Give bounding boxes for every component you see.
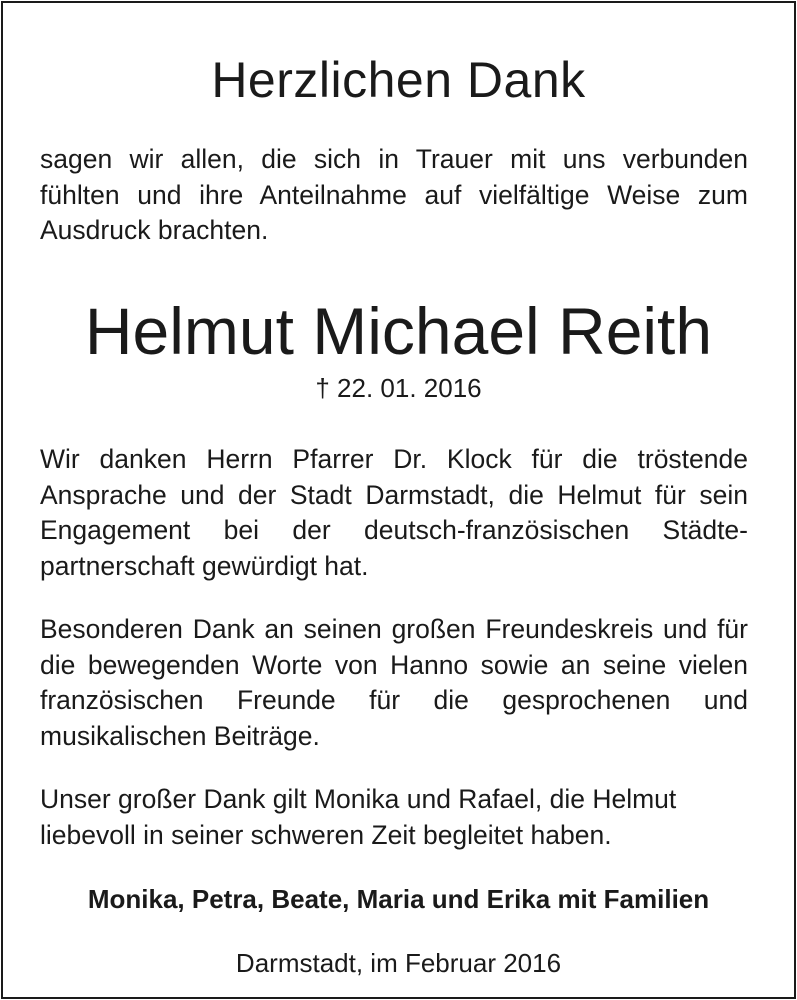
text-line: Ansprache und der Stadt Darmstadt, die Helmut für sein xyxy=(40,479,748,510)
text-line: Besonderen Dank an seinen großen Freundeskreis und für xyxy=(40,614,748,644)
text-line: Wir danken Herrn Pfarrer Dr. Klock für die tröstende xyxy=(40,444,748,474)
family-signature: Monika, Petra, Beate, Maria und Erika mit Familien xyxy=(87,884,710,914)
text-line: fühlten und ihre Anteilnahme auf vielfältige Weise zum xyxy=(40,179,748,210)
text-line: französischen Freunde für die gesprochenen und xyxy=(40,685,748,715)
death-date: † 22. 01. 2016 xyxy=(315,373,482,403)
text-line: musikalischen Beiträge. xyxy=(40,720,320,751)
thanks-paragraph-2 xyxy=(40,612,748,754)
text-line: Ausdruck brachten. xyxy=(40,215,269,245)
thanks-paragraph-1 xyxy=(40,442,748,584)
text-line: Unser großer Dank gilt Monika und Rafael, die Helmut xyxy=(40,784,677,814)
notice-title: Herzlichen Dank xyxy=(211,52,586,108)
text-line: partnerschaft gewürdigt hat. xyxy=(40,550,369,581)
deceased-name: Helmut Michael Reith xyxy=(84,294,713,368)
thanks-paragraph-3 xyxy=(40,782,748,853)
text-line: die bewegenden Worte von Hanno sowie an seine vielen xyxy=(40,649,748,680)
intro-paragraph xyxy=(40,142,748,249)
place-date: Darmstadt, im Februar 2016 xyxy=(235,948,562,978)
text-line: Engagement bei der deutsch-französischen Städte- xyxy=(40,515,748,545)
text-line: sagen wir allen, die sich in Trauer mit uns verbunden xyxy=(40,144,748,174)
text-line: liebevoll in seiner schweren Zeit begleitet haben. xyxy=(40,819,612,850)
